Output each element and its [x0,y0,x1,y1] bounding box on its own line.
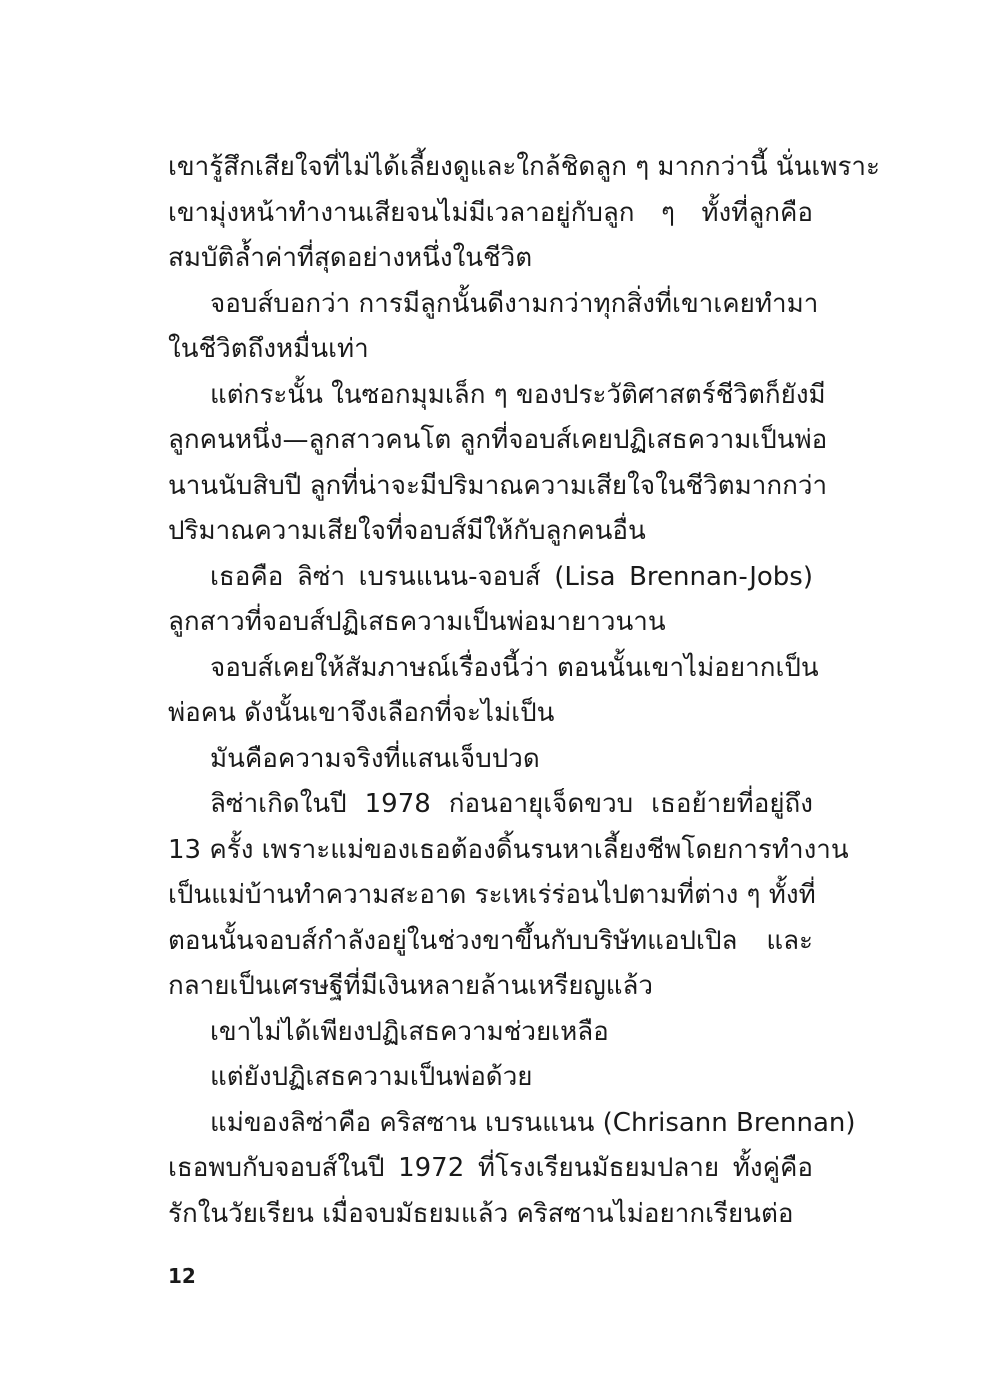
paragraph-line: นานนับสิบปี ลูกที่น่าจะมีปริมาณความเสียใจในชีวิตมากกว่า [168,470,828,501]
paragraph-line: จอบส์เคยให้สัมภาษณ์เรื่องนี้ว่า ตอนนั้นเขาไม่อยากเป็น [210,652,819,683]
paragraph-line: กลายเป็นเศรษฐีที่มีเงินหลายล้านเหรียญแล้ว [168,971,654,1001]
paragraph-line: ลูกคนหนึ่ง—ลูกสาวคนโต ลูกที่จอบส์เคยปฏิเสธความเป็นพ่อ [168,425,828,455]
paragraph-line: เธอพบกับจอบส์ในปี 1972 ที่โรงเรียนมัธยมปลาย ทั้งคู่คือ [168,1153,813,1183]
paragraph-line: แต่กระนั้น ในซอกมุมเล็ก ๆ ของประวัติศาสตร์ชีวิตก็ยังมี [210,379,826,410]
paragraph-line: เขารู้สึกเสียใจที่ไม่ได้เลี้ยงดูและใกล้ชิดลูก ๆ มากกว่านี้ นั่นเพราะ [168,152,880,182]
paragraph-line: พ่อคน ดังนั้นเขาจึงเลือกที่จะไม่เป็น [168,698,555,728]
paragraph-line: เขามุ่งหน้าทำงานเสียจนไม่มีเวลาอยู่กับลูก ๆ ทั้งที่ลูกคือ [168,197,813,228]
paragraph-line: แม่ของลิซ่าคือ คริสซาน เบรนแนน (Chrisann Brennan) [210,1107,856,1138]
paragraph-line: ลิซ่าเกิดในปี 1978 ก่อนอายุเจ็ดขวบ เธอย้ายที่อยู่ถึง [210,789,813,819]
paragraph-line: เขาไม่ได้เพียงปฏิเสธความช่วยเหลือ [210,1016,609,1047]
body-text [168,145,880,1237]
paragraph-line: เป็นแม่บ้านทำความสะอาด ระเหเร่ร่อนไปตามที่ต่าง ๆ ทั้งที่ [168,880,816,910]
paragraph-line: ในชีวิตถึงหมื่นเท่า [168,334,369,364]
paragraph-line: สมบัติล้ำค่าที่สุดอย่างหนึ่งในชีวิต [168,243,533,273]
paragraph-line: ตอนนั้นจอบส์กำลังอยู่ในช่วงขาขึ้นกับบริษัทแอปเปิล และ [168,925,813,956]
paragraph-line: เธอคือ ลิซ่า เบรนแนน-จอบส์ (Lisa Brennan-Jobs) [210,561,813,592]
paragraph-line: มันคือความจริงที่แสนเจ็บปวด [210,743,540,774]
paragraph-line: ลูกสาวที่จอบส์ปฏิเสธความเป็นพ่อมายาวนาน [168,607,666,637]
paragraph-line: รักในวัยเรียน เมื่อจบมัธยมแล้ว คริสซานไม่อยากเรียนต่อ [168,1198,794,1229]
paragraph-line: ปริมาณความเสียใจที่จอบส์มีให้กับลูกคนอื่น [168,516,646,546]
paragraph-line: จอบส์บอกว่า การมีลูกนั้นดีงามกว่าทุกสิ่งที่เขาเคยทำมา [210,288,819,319]
page-number: 12 [168,1264,196,1288]
paragraph-line: แต่ยังปฏิเสธความเป็นพ่อด้วย [210,1062,533,1092]
paragraph-line: 13 ครั้ง เพราะแม่ของเธอต้องดิ้นรนหาเลี้ยงชีพโดยการทำงาน [168,834,849,865]
